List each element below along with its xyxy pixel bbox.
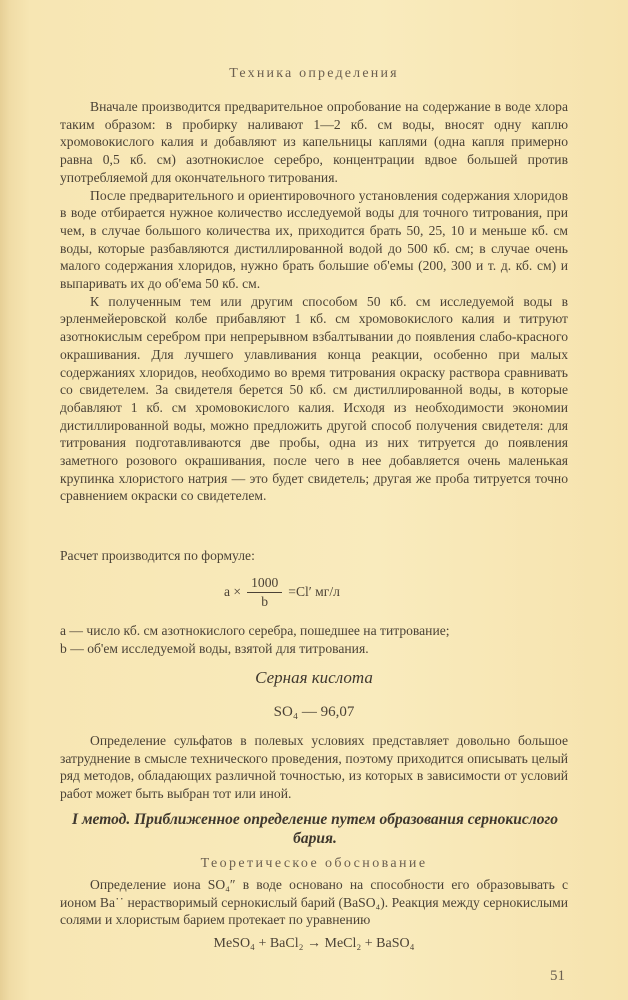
subheading: Теоретическое обоснование: [200, 856, 428, 871]
page-number: 51: [550, 968, 565, 984]
method-title: I метод. Приближенное определение путем образования сернокислого бария.: [72, 811, 558, 847]
formula-left: a ×: [224, 584, 242, 599]
formula-intro: Расчет производится по формуле:: [60, 548, 255, 563]
legend-b: b — об'ем исследуемой воды, взятой для титрования.: [60, 640, 369, 656]
body-text-top: [60, 98, 568, 505]
paragraph-preliminary-test: Вначале производится предварительное опробование на содержание в воде хлора таким образом: в пробирку наливают 1—2 кб. см воды, вносят одну каплю хромовокислого калия и добавляют из капельницы каплями (одна капля примерно равна 0,5 кб. см) азотнокислое серебро, концентрации вдвое большей против употребляемой для окончательного титрования.: [60, 99, 568, 185]
section-intro-block: [60, 732, 568, 803]
section-intro: Определение сульфатов в полевых условиях представляет довольно большое затруднение в смысле технического проведения, поэтому приходится описывать целый ряд методов, обладающих различной точностью, из которых в зависимости от условий работ может быть выбран тот или иной.: [60, 733, 568, 802]
section-title: Серная кислота: [255, 668, 373, 687]
section-formula-label: SO₄ — 96,07: [273, 704, 355, 720]
reaction-equation: MeSO₄ + BaCl₂ → MeCl₂ + BaSO₄: [213, 936, 415, 951]
formula-right: =Cl′ мг/л: [288, 584, 340, 599]
paragraph-sample-volume: После предварительного и ориентировочного установления содержания хлоридов в воде отбирается нужное количество исследуемой воды для точного титрования, при чем, в случае большого количества их, приходится брать 50, 25, 10 и меньше кб. см воды, которые разбавляются дистиллированной водой до 500 кб. см; в случае очень малого содержания хлоридов, нужно брать большие об'емы (200, 300 и т. д. кб. см) и выпаривать их до об'ема 50 кб. см.: [60, 187, 568, 292]
formula-denominator: b: [261, 593, 269, 609]
formula-numerator: 1000: [247, 574, 282, 593]
paragraph-titration-procedure: К полученным тем или другим способом 50 кб. см исследуемой воды в эрленмейеровской колбе прибавляют 1 кб. см хромовокислого калия и титруют азотнокислым серебром при непрерывном взбалтывании до появления слабо-красного окрашивания. Для лучшего улавливания конца реакции, особенно при малых содержаниях хлоридов, необходимо во время титрования окраску раствора сравнивать со свидетелем. За свидетеля берется 50 кб. см дистиллированной воды, в которые добавляют 1 кб. см хромовокислого калия. Исходя из необходимости экономии дистиллированной воды, можно предложить другой способ получения свидетеля: для титрования подготавливаются две пробы, одна из них титруется до появления заметного розового окрашивания, после чего в нее добавляется очень маленькая крупинка хлористого натрия — это будет свидетель; другая же проба титруется точно сравнением окраски со свидетелем.: [60, 293, 568, 504]
formula-legend: [60, 622, 568, 657]
running-title: Техника определения: [229, 66, 399, 81]
theory-block: [60, 876, 568, 929]
formula-fraction: [247, 574, 282, 611]
theory-paragraph: Определение иона SO₄″ в воде основано на способности его образовывать с ионом Ba˙˙ нерастворимый сернокислый барий (BaSO₄). Реакция между сернокислыми солями и хлористым барием протекает по уравнению: [60, 877, 568, 928]
legend-a: a — число кб. см азотнокислого серебра, пошедшее на титрование;: [60, 623, 450, 638]
chloride-formula: [224, 568, 340, 616]
